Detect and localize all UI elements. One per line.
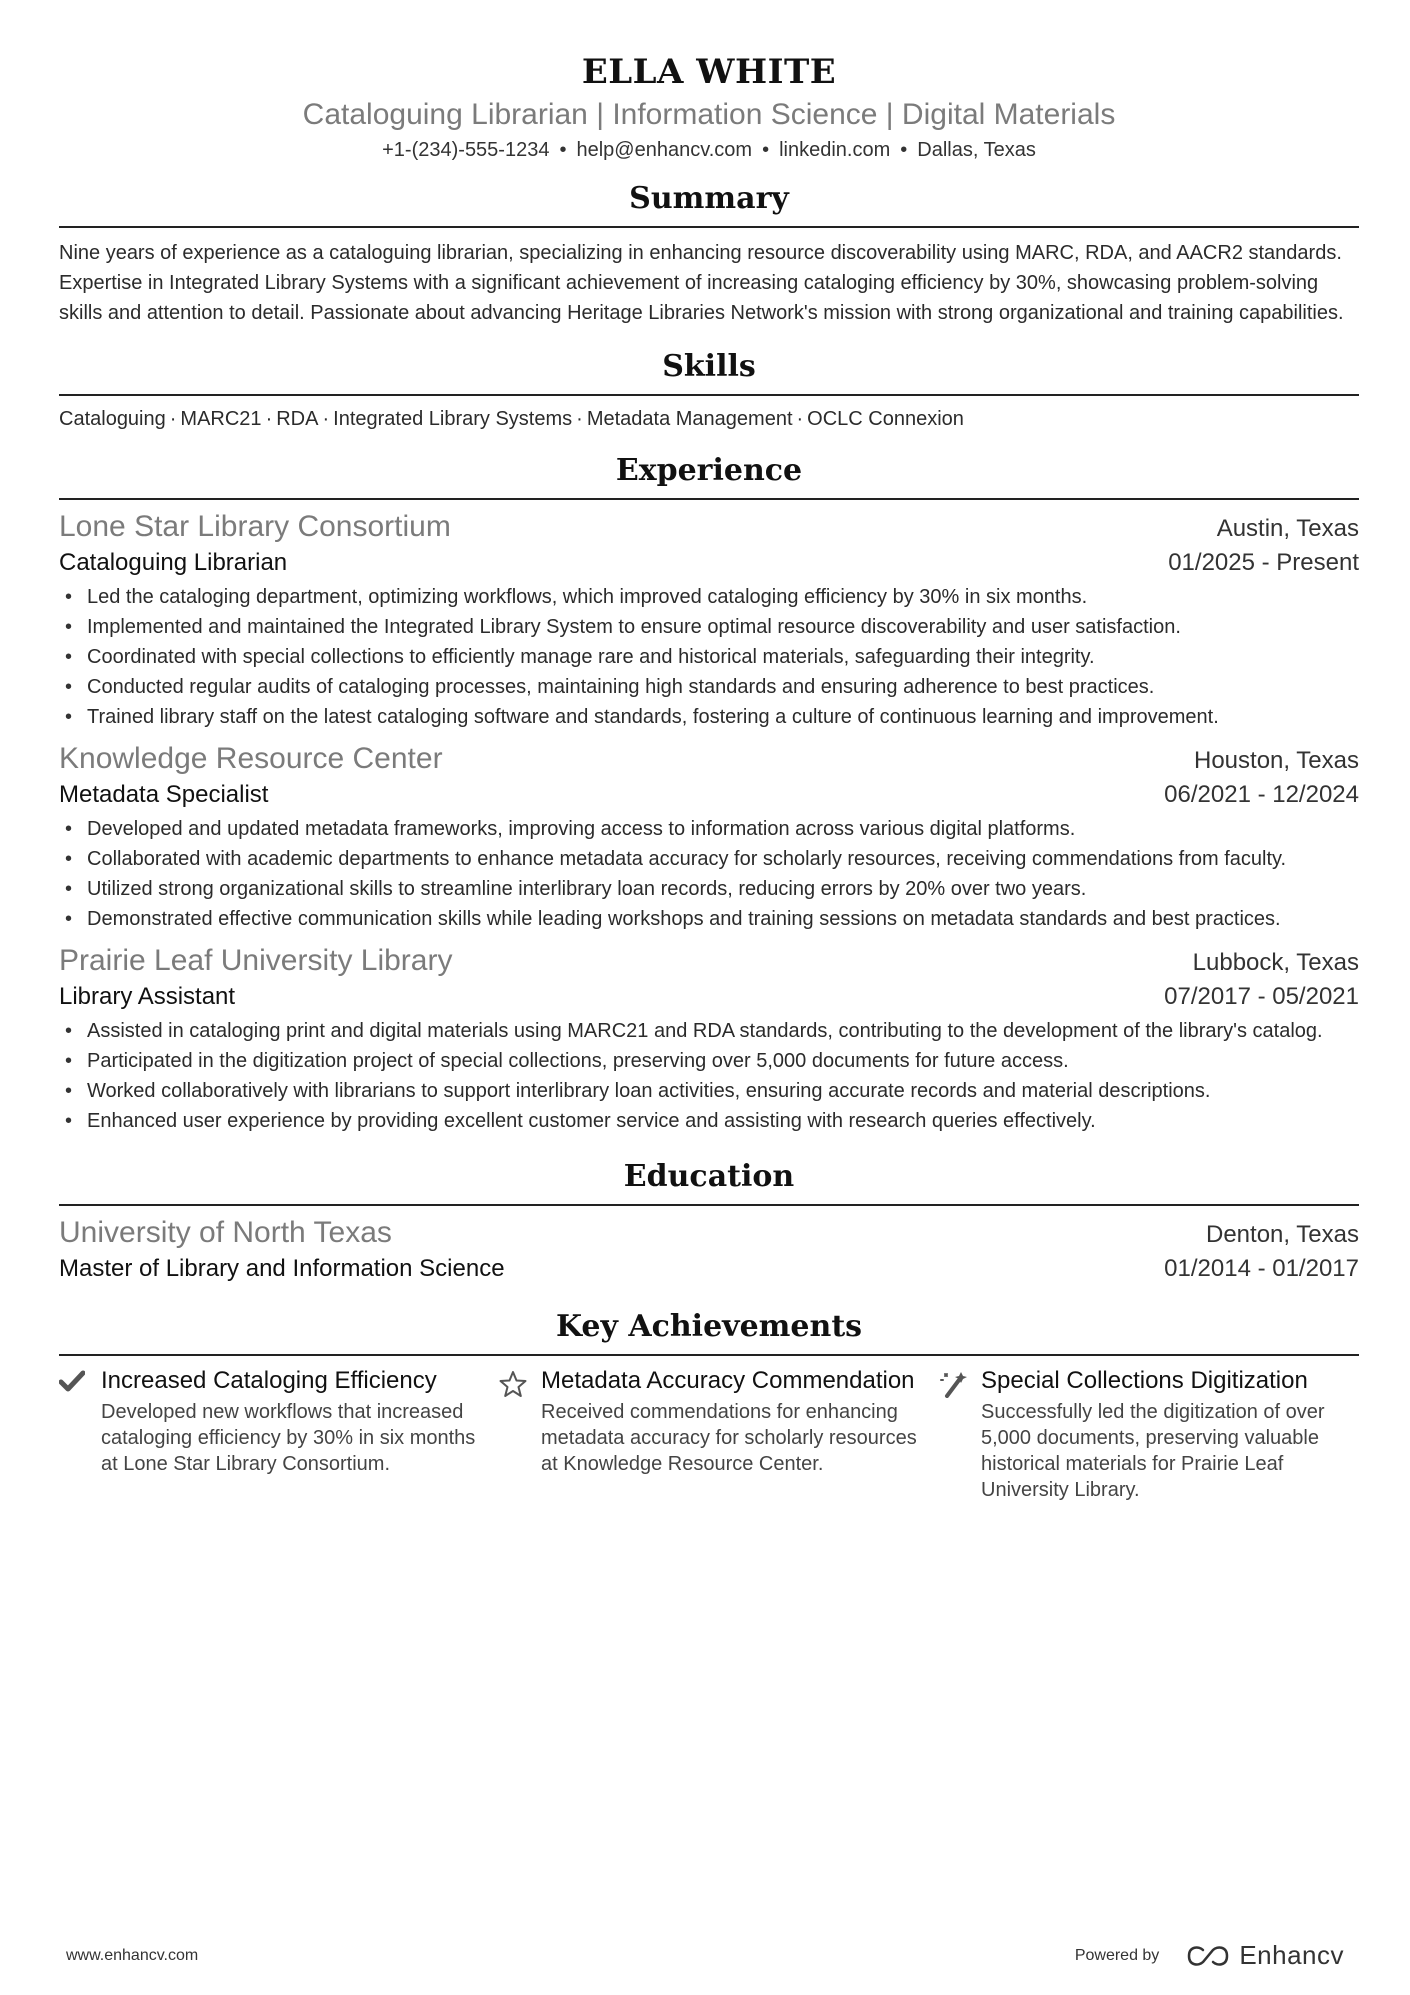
brand-name[interactable]: Enhancv [1239,1940,1344,1970]
candidate-name: ELLA WHITE [581,52,837,92]
skill-item: Integrated Library Systems [333,408,573,430]
separator-dot: • [559,139,567,161]
school-name: University of North Texas [59,1216,392,1249]
summary-heading: Summary [629,181,789,216]
achievement-item [59,1366,479,1503]
section-divider [59,1354,1359,1356]
education-dates: 01/2014 - 01/2017 [1164,1255,1359,1282]
job-entry [59,942,1359,1136]
job-location: Lubbock, Texas [1192,949,1359,976]
resume-header [59,0,1359,164]
skill-item: MARC21 [180,408,262,430]
job-entry [59,508,1359,732]
bullet-item: • Implemented and maintained the Integrated Library System to ensure optimal resource discoverability and user satisfaction. [59,612,1359,642]
bullet-item: • Conducted regular audits of cataloging processes, maintaining high standards and ensuring adherence to best practices. [59,672,1359,702]
achievement-title: Increased Cataloging Efficiency [101,1367,437,1394]
section-divider [59,498,1359,500]
contact-location: Dallas, Texas [917,139,1036,161]
contact-email[interactable]: help@enhancv.com [576,139,753,161]
checkmark-icon [59,1370,85,1392]
bullet-item: • Utilized strong organizational skills to streamline interlibrary loan records, reducing errors by 20% over two years. [59,874,1359,904]
experience-heading: Experience [615,453,803,488]
job-bullets [59,582,1359,732]
job-dates: 01/2025 - Present [1168,549,1359,576]
company-name: Prairie Leaf University Library [59,944,453,977]
footer-website-link[interactable]: www.enhancv.com [66,1946,199,1964]
skill-item: OCLC Connexion [807,408,964,430]
bullet-item: • Collaborated with academic departments to enhance metadata accuracy for scholarly resources, receiving commendations from faculty. [59,844,1359,874]
bullet-item: • Worked collaboratively with librarians to support interlibrary loan activities, ensuring accurate records and material descriptions. [59,1076,1359,1106]
star-icon [499,1370,527,1398]
separator-dot: • [762,139,770,161]
company-name: Knowledge Resource Center [59,742,443,775]
section-divider [59,226,1359,228]
bullet-item: • Coordinated with special collections to efficiently manage rare and historical materials, safeguarding their integrity. [59,642,1359,672]
section-divider [59,1204,1359,1206]
achievement-item [939,1366,1359,1503]
skills-heading: Skills [662,349,756,384]
job-bullets [59,1016,1359,1136]
achievements-heading: Key Achievements [555,1309,863,1344]
enhancv-logo-icon [1185,1944,1231,1968]
skill-item: Metadata Management [586,408,793,430]
skills-section [59,348,1359,434]
bullet-item: • Enhanced user experience by providing excellent customer service and assisting with research queries effectively. [59,1106,1359,1136]
achievements-section [59,1308,1359,1503]
summary-section [59,180,1359,328]
bullet-item: • Led the cataloging department, optimizing workflows, which improved cataloging efficiency by 30% in six months. [59,582,1359,612]
job-title: Cataloguing Librarian [59,549,288,576]
magic-wand-icon [939,1370,969,1398]
separator-dot: • [900,139,908,161]
contact-linkedin[interactable]: linkedin.com [779,139,891,161]
footer-branding [1075,1940,1344,1971]
bullet-item: • Participated in the digitization project of special collections, preserving over 5,000 documents for future access. [59,1046,1359,1076]
job-bullets [59,814,1359,934]
job-dates: 06/2021 - 12/2024 [1164,781,1359,808]
skill-item: Cataloguing [59,408,166,430]
candidate-tagline: Cataloguing Librarian | Information Science | Digital Materials [302,98,1116,131]
contact-phone: +1-(234)-555-1234 [382,139,550,161]
achievement-description: Successfully led the digitization of over 5,000 documents, preserving valuable historical materials for Prairie Leaf University Library. [981,1401,1325,1501]
resume-page [59,0,1359,1503]
school-location: Denton, Texas [1206,1221,1359,1248]
powered-by-label: Powered by [1074,1946,1160,1964]
degree-name: Master of Library and Information Science [59,1255,505,1282]
job-entry [59,740,1359,934]
company-name: Lone Star Library Consortium [59,510,451,543]
job-title: Library Assistant [59,983,236,1010]
job-title: Metadata Specialist [59,781,269,808]
bullet-item: • Demonstrated effective communication skills while leading workshops and training sessions on metadata standards and best practices. [59,904,1359,934]
education-heading: Education [623,1159,795,1194]
achievement-description: Received commendations for enhancing metadata accuracy for scholarly resources at Knowledge Resource Center. [541,1401,917,1475]
bullet-item: • Developed and updated metadata frameworks, improving access to information across various digital platforms. [59,814,1359,844]
page-footer [66,1940,1344,1971]
job-location: Houston, Texas [1194,747,1359,774]
bullet-item: • Assisted in cataloging print and digital materials using MARC21 and RDA standards, contributing to the development of the library's catalog. [59,1016,1359,1046]
job-dates: 07/2017 - 05/2021 [1164,983,1359,1010]
job-location: Austin, Texas [1216,515,1359,542]
summary-text: Nine years of experience as a cataloguing librarian, specializing in enhancing resource discoverability using MARC, RDA, and AACR2 standards. Expertise in Integrated Library Systems with a significant achievement of increasing cataloging efficiency by 30%, showcasing problem-solving skills and attention to detail. Passionate about advancing Heritage Libraries Network's mission with strong organizational and training capabilities. [59,242,1344,324]
education-section [59,1158,1359,1286]
achievement-description: Developed new workflows that increased cataloging efficiency by 30% in six months at Lone Star Library Consortium. [101,1401,476,1475]
skill-item: RDA [276,408,319,430]
achievement-title: Special Collections Digitization [981,1367,1308,1394]
bullet-item: • Trained library staff on the latest cataloging software and standards, fostering a culture of continuous learning and improvement. [59,702,1359,732]
contact-line [59,136,1359,164]
experience-section [59,452,1359,1136]
section-divider [59,394,1359,396]
skills-list: Cataloguing · MARC21 · RDA · Integrated Library Systems · Metadata Management · OCLC Connexion [59,408,964,430]
education-entry [59,1214,1359,1286]
achievement-title: Metadata Accuracy Commendation [541,1367,915,1394]
achievement-item [499,1366,919,1503]
